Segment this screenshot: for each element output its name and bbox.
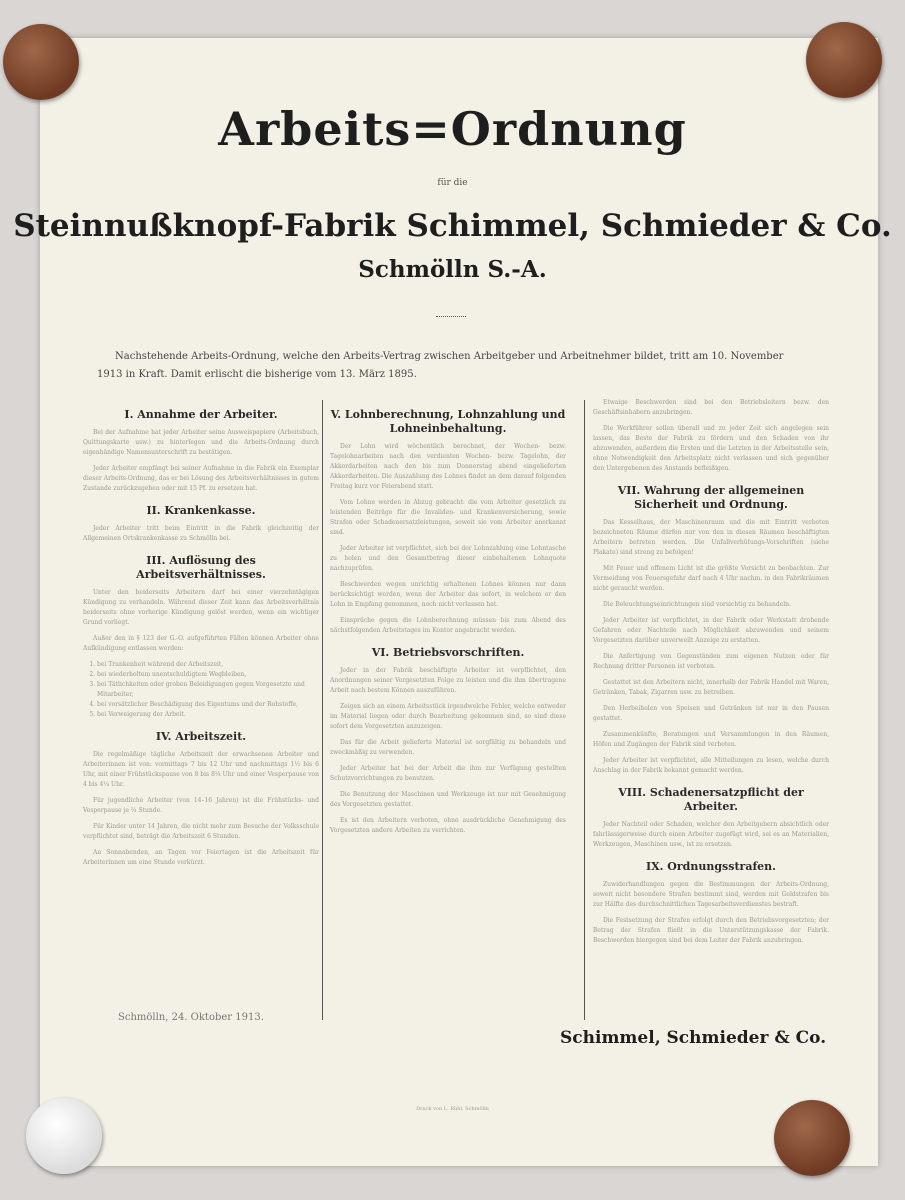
section-heading: V. Lohnberechnung, Lohnzahlung und Lohneinbehaltung.	[330, 408, 566, 435]
section-paragraph: Den Herbeiholen von Speisen und Getränken ist nur in den Pausen gestattet.	[593, 705, 829, 722]
section-heading: VI. Betriebsvorschriften.	[371, 646, 525, 659]
dismissal-list	[83, 660, 319, 720]
section-heading: I. Annahme der Arbeiter.	[124, 408, 278, 421]
section-paragraph: Beschwerden wegen unrichtig erhaltenen Lohnes können nur dann berücksichtigt werden, wenn der Arbeiter das sofort, in welchem er den Lohn in Empfang genommen, noch nicht verlassen hat.	[330, 581, 566, 608]
section-paragraph: Jeder Arbeiter empfängt bei seiner Aufnahme in die Fabrik ein Exemplar dieser Arbeits-Ordnung, das er bei Lösung des Arbeitsverhältnisses in gutem Zustande zurückzugeben oder mit 15 Pf. zu ersetzen hat.	[83, 465, 319, 492]
section-paragraph: Die regelmäßige tägliche Arbeitszeit der erwachsenen Arbeiter und Arbeiterinnen ist von: vormittags 7 bis 12 Uhr und nachmittags 1½ bis 6 Uhr, mit einer Frühstückspause von 8 bis 8¼ Uhr und einer Vesperpause von 4 bis 4¼ Uhr.	[83, 751, 319, 788]
section-paragraph: Der Lohn wird wöchentlich berechnet, der Wochen- bezw. Tagelohnarbeiten nach den verdienten Wochen- bezw. Tagelohn, der Akkordarbeiten nach den bis zum Donnerstag abend eingelieferten Akkordarbeiten. Die Auszahlung des Lohnes findet an dem darauf folgenden Freitag kurz vor Feierabend statt.	[330, 443, 566, 490]
ornament-divider	[436, 316, 466, 321]
section-paragraph: Für jugendliche Arbeiter (von 14–16 Jahren) ist die Frühstücks- und Vesperpause je ¼ Stunde.	[83, 797, 319, 814]
section-paragraph: Die Benutzung der Maschinen und Werkzeuge ist nur mit Genehmigung des Vorgesetzten gestattet.	[330, 791, 566, 808]
section-heading: IX. Ordnungsstrafen.	[645, 860, 777, 873]
thumbtack-top-right	[806, 22, 882, 98]
section-paragraph: Einsprüche gegen die Lohnberechnung müssen bis zum Abend des nächstfolgenden Arbeitstages im Kontor angebracht werden.	[330, 617, 566, 634]
company-name: Steinnußknopf-Fabrik Schimmel, Schmieder & Co.	[13, 208, 892, 244]
section-paragraph: Mit Feuer und offenem Licht ist die größte Vorsicht zu beobachten. Zur Vermeidung von Feuersgefahr darf nach 4 Uhr nachm. in den Fabrikräumen nicht geraucht werden.	[593, 565, 829, 592]
section-paragraph: Jeder Arbeiter ist verpflichtet, sich bei der Lohnzahlung eine Lohntasche zu holen und den Gesamtbetrag dieser einbehaltenen Lohnquote nachzuprüfen.	[330, 545, 566, 572]
column-rule-1	[322, 400, 323, 1020]
section-paragraph: Bei der Aufnahme hat jeder Arbeiter seine Ausweispapiere (Arbeitsbuch, Quittungskarte usw.) zu hinterlegen und die Arbeits-Ordnung durch eigenhändige Namensunterschrift zu bestätigen.	[83, 429, 319, 456]
section-paragraph: Jeder Arbeiter tritt beim Eintritt in die Fabrik gleichzeitig der Allgemeinen Ortskrankenkasse zu Schmölln bei.	[83, 525, 319, 542]
section-paragraph: Das für die Arbeit gelieferte Material ist sorgfältig zu behandeln und zweckmäßig zu verwenden.	[330, 739, 566, 756]
section-paragraph: Zuwiderhandlungen gegen die Bestimmungen der Arbeits-Ordnung, soweit nicht besondere Strafen bestimmt sind, werden mit Geldstrafen bis zur Hälfte des durchschnittlichen Tagesarbeitsverdienstes bestraft.	[593, 881, 829, 908]
document-title: Arbeits=Ordnung	[218, 102, 687, 156]
list-item: 2. bei wiederholtem unentschuldigtem Wegbleiben,	[97, 670, 319, 680]
printer-imprint: Druck von L. Rühl, Schmölln	[416, 1106, 489, 1112]
section-paragraph: Die Werkführer sollen überall und zu jeder Zeit sich angelegen sein lassen, das Beste der Fabrik zu fördern und den Schaden von ihr abzuwenden, außerdem die Ersten und die Letzten in der Arbeitsstelle sein, ohne Notwendigkeit den Arbeitsplatz nicht verlassen und sich gegenüber den Untergebenen des Anstands befleißigen.	[593, 425, 829, 472]
column-rule-2	[584, 400, 585, 1020]
list-item: 3. bei Tätlichkeiten oder groben Beleidigungen gegen Vorgesetzte und Mitarbeiter,	[97, 680, 319, 700]
section-paragraph: Zeigen sich an einem Arbeitsstück irgendwelche Fehler, welche entweder im Material liegen oder durch Bearbeitung gekommen sind, so sind diese sofort dem Vorgesetzten anzuzeigen.	[330, 703, 566, 730]
column-middle	[330, 398, 566, 842]
list-item: 1. bei Trunkenheit während der Arbeitszeit,	[97, 660, 319, 670]
section-heading: IV. Arbeitszeit.	[155, 730, 247, 743]
place-and-date: Schmölln, 24. Oktober 1913.	[118, 1012, 264, 1023]
section-paragraph: Unter den beiderseits Arbeitern darf bei einer vierzehntägigen Kündigung zu verhandeln. Während dieser Zeit kann das Arbeitsverhältnis beiderseits ohne vorherige Kündigung gelöst werden, wenn ein wichtiger Grund vorliegt.	[83, 589, 319, 626]
section-paragraph: Die Beleuchtungseinrichtungen sind vorsichtig zu behandeln.	[603, 601, 791, 608]
section-paragraph: Jeder in der Fabrik beschäftigte Arbeiter ist verpflichtet, den Anordnungen seiner Vorgesetzten Folge zu leisten und die ihm übertragene Arbeit nach bestem Können auszuführen.	[330, 667, 566, 694]
subtitle-small: für die	[437, 178, 468, 188]
section-paragraph: Zusammenkünfte, Beratungen und Versammlungen in den Räumen, Höfen und Zugängen der Fabrik sind verboten.	[593, 731, 829, 748]
section-paragraph: Außer den in § 123 der G.-O. aufgeführten Fällen können Arbeiter ohne Aufkündigung entlassen werden:	[83, 635, 319, 652]
section-paragraph: Die Festsetzung der Strafen erfolgt durch den Betriebsvorgesetzten; der Betrag der Strafen fließt in die Unterstützungskasse der Fabrik. Beschwerden hiergegen sind bei dem Leiter der Fabrik anzubringen.	[593, 917, 829, 944]
section-heading: III. Auflösung des Arbeitsverhältnisses.	[136, 554, 266, 581]
intro-paragraph: Nachstehende Arbeits-Ordnung, welche den Arbeits-Vertrag zwischen Arbeitgeber und Arbeitnehmer bildet, tritt am 10. November 1913 in Kraft. Damit erlischt die bisherige vom 13. März 1895.	[97, 351, 784, 380]
company-location: Schmölln S.-A.	[358, 256, 547, 283]
column-left	[83, 398, 319, 874]
section-heading: II. Krankenkasse.	[146, 504, 256, 517]
section-paragraph: Gestattet ist den Arbeitern nicht, innerhalb der Fabrik Handel mit Waren, Getränken, Tabak, Zigarren usw. zu betreiben.	[593, 679, 829, 696]
section-paragraph: Jeder Arbeiter ist verpflichtet, in der Fabrik oder Werkstatt drohende Gefahren oder Nachteile nach Möglichkeit abzuwenden und seinem Vorgesetzten darüber unverweilt Anzeige zu erstatten.	[593, 617, 829, 644]
section-paragraph: Vom Lohne werden in Abzug gebracht: die vom Arbeiter gesetzlich zu leistenden Beiträge für die Invaliden- und Krankenversicherung, sowie Strafen oder Schadenersatzleistungen, soweit sie vom Arbeiter anerkannt sind.	[330, 499, 566, 536]
section-paragraph: Es ist den Arbeitern verboten, ohne ausdrückliche Genehmigung des Vorgesetzten andere Arbeiten zu verrichten.	[330, 817, 566, 834]
section-paragraph: Jeder Arbeiter hat bei der Arbeit die ihm zur Verfügung gestellten Schutzvorrichtungen zu benutzen.	[330, 765, 566, 782]
column-right	[593, 398, 829, 952]
list-item: 4. bei vorsätzlicher Beschädigung des Eigentums und der Rohstoffe,	[97, 700, 319, 710]
section-paragraph: Die Anfertigung von Gegenständen zum eigenen Nutzen oder für Rechnung dritter Personen ist verboten.	[593, 653, 829, 670]
section-paragraph: Das Kesselhaus, der Maschinenraum und die mit Eintritt verboten bezeichneten Räume dürfen nur von den in diesen Räumen beschäftigten Arbeitern betreten werden. Die Unfallverhütungs-Vorschriften (siehe Plakate) sind streng zu befolgen!	[593, 519, 829, 556]
section-paragraph: An Sonnabenden, an Tagen vor Feiertagen ist die Arbeitszeit für Arbeiterinnen um eine Stunde verkürzt.	[83, 849, 319, 866]
section-heading: VII. Wahrung der allgemeinen Sicherheit und Ordnung.	[617, 484, 805, 511]
section-paragraph: Jeder Nachteil oder Schaden, welcher den Arbeitgebern absichtlich oder fahrlässigerweise durch einen Arbeiter zugefügt wird, sei es an Materialien, Werkzeugen, Maschinen usw., ist zu ersetzen.	[593, 821, 829, 848]
section-heading: VIII. Schadenersatzpflicht der Arbeiter.	[618, 786, 804, 813]
thumbtack-top-left	[3, 24, 79, 100]
company-signature: Schimmel, Schmieder & Co.	[560, 1028, 827, 1048]
section-paragraph: Etwaige Beschwerden sind bei den Betriebsleitern bezw. den Geschäftsinhabern anzubringen.	[593, 399, 829, 416]
list-item: 5. bei Verweigerung der Arbeit.	[97, 710, 319, 720]
section-paragraph: Für Kinder unter 14 Jahren, die nicht mehr zum Besuche der Volksschule verpflichtet sind, beträgt die Arbeitszeit 6 Stunden.	[83, 823, 319, 840]
section-paragraph: Jeder Arbeiter ist verpflichtet, alle Mitteilungen zu lesen, welche durch Anschlag in der Fabrik bekannt gemacht werden.	[593, 757, 829, 774]
